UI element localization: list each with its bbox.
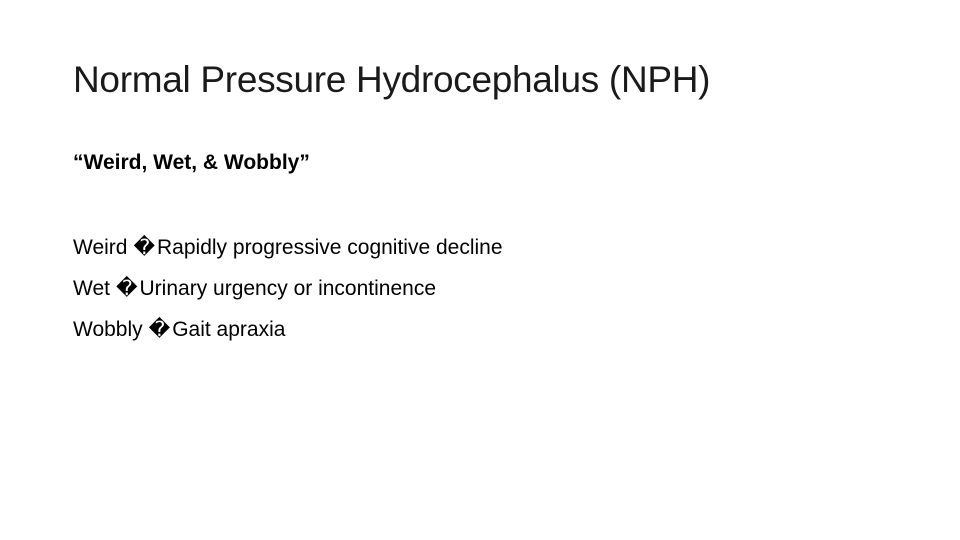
- arrow-icon: �: [148, 318, 171, 341]
- item-description: Urinary urgency or incontinence: [139, 277, 436, 300]
- arrow-icon: �: [133, 236, 156, 259]
- item-description: Rapidly progressive cognitive decline: [157, 236, 503, 259]
- symptom-list: [73, 227, 503, 350]
- list-item-weird: [73, 227, 503, 268]
- slide-subtitle: “Weird, Wet, & Wobbly”: [73, 151, 310, 174]
- item-term: Wobbly: [73, 318, 143, 341]
- item-description: Gait apraxia: [172, 318, 286, 341]
- list-item-wobbly: [73, 309, 503, 350]
- item-term: Wet: [73, 277, 110, 300]
- slide-title: Normal Pressure Hydrocephalus (NPH): [73, 59, 711, 100]
- arrow-icon: �: [115, 277, 138, 300]
- item-term: Weird: [73, 236, 128, 259]
- list-item-wet: [73, 268, 503, 309]
